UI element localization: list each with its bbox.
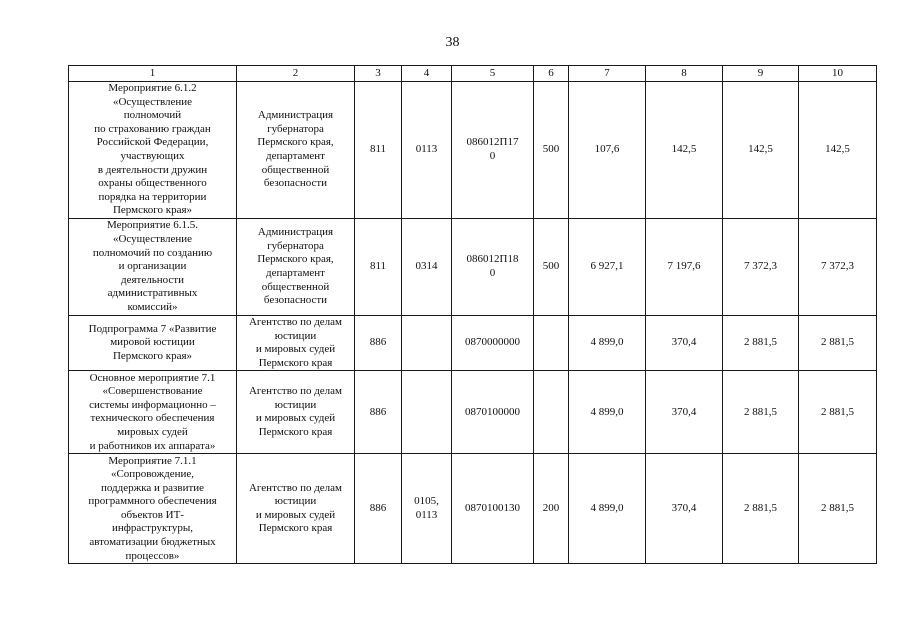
cell-line: автоматизации бюджетных xyxy=(89,536,216,549)
cell-line: «Сопровождение, xyxy=(110,468,195,481)
activity-name-cell xyxy=(69,219,237,316)
cell-line: 4 899,0 xyxy=(590,336,624,349)
amount-col7-cell xyxy=(569,82,646,219)
cell-line: Агентство по делам xyxy=(248,481,343,494)
cell-line: 0314 xyxy=(415,260,438,273)
target-article-cell xyxy=(452,82,534,219)
cell-line: Подпрограмма 7 «Развитие xyxy=(88,322,217,335)
cell-line: деятельности xyxy=(121,273,184,286)
cell-line: 370,4 xyxy=(671,336,697,349)
cell-line: Администрация xyxy=(257,109,334,122)
cell-line: 811 xyxy=(369,260,387,273)
expense-type-cell xyxy=(534,454,569,564)
cell-line: 142,5 xyxy=(671,143,697,156)
cell-line: 7 372,3 xyxy=(821,260,854,273)
expense-type-cell xyxy=(534,82,569,219)
expense-type-cell xyxy=(534,316,569,371)
cell-line: 370,4 xyxy=(671,405,697,418)
cell-line: Агентство по делам xyxy=(248,316,343,328)
target-article-cell xyxy=(452,454,534,564)
activity-name-cell xyxy=(69,454,237,564)
cell-line: 2 881,5 xyxy=(744,502,777,515)
cell-line: программного обеспечения xyxy=(88,495,217,508)
header-cell: 2 xyxy=(237,66,355,82)
cell-line: 500 xyxy=(542,143,560,156)
cell-line: юстиции xyxy=(274,329,317,342)
executor-cell xyxy=(237,82,355,219)
cell-line: Пермского края, xyxy=(257,136,334,149)
activity-name-cell xyxy=(69,316,237,371)
cell-line: департамент xyxy=(266,150,325,162)
header-cell: 3 xyxy=(355,66,402,82)
amount-col9-cell xyxy=(723,219,799,316)
cell-line: 500 xyxy=(542,260,560,273)
executor-cell xyxy=(237,219,355,316)
target-article-cell xyxy=(452,371,534,454)
cell-line: 4 899,0 xyxy=(590,502,624,515)
cell-line: 886 xyxy=(369,336,387,349)
cell-line: инфраструктуры, xyxy=(112,522,193,535)
cell-line: системы информационно – xyxy=(89,398,216,411)
cell-line: участвующих xyxy=(120,150,185,162)
amount-col10-cell xyxy=(799,82,877,219)
cell-line: 7 372,3 xyxy=(744,260,777,273)
amount-col9-cell xyxy=(723,371,799,454)
cell-line: поддержка и развитие xyxy=(100,481,205,494)
executor-cell xyxy=(237,316,355,371)
cell-line: 200 xyxy=(542,502,560,515)
cell-line: объектов ИТ- xyxy=(120,508,185,521)
cell-line: мировой юстиции xyxy=(110,336,195,349)
header-cell: 1 xyxy=(69,66,237,82)
cell-line: безопасности xyxy=(263,177,328,190)
cell-line: 0870000000 xyxy=(465,336,520,349)
amount-col10-cell xyxy=(799,371,877,454)
cell-line: Мероприятие 7.1.1 xyxy=(108,454,197,467)
cell-line: Мероприятие 6.1.2 xyxy=(108,82,197,95)
target-article-cell xyxy=(452,219,534,316)
amount-col8-cell xyxy=(646,454,723,564)
section-code-cell xyxy=(402,82,452,219)
table-row xyxy=(69,454,877,564)
cell-line: Мероприятие 6.1.5. xyxy=(107,219,198,232)
header-cell: 4 xyxy=(402,66,452,82)
cell-line: 2 881,5 xyxy=(821,502,854,515)
cell-line: губернатора xyxy=(267,122,324,135)
cell-line: в деятельности дружин xyxy=(97,163,208,176)
amount-col8-cell xyxy=(646,371,723,454)
cell-line: общественной xyxy=(261,163,330,176)
cell-line: 886 xyxy=(369,502,387,515)
cell-line: «Совершенствование xyxy=(102,385,203,398)
amount-col10-cell xyxy=(799,454,877,564)
cell-line: комиссий» xyxy=(127,300,178,313)
cell-line: юстиции xyxy=(274,495,317,508)
expense-type-cell xyxy=(534,219,569,316)
cell-line: 370,4 xyxy=(671,502,697,515)
amount-col7-cell xyxy=(569,454,646,564)
cell-line: 107,6 xyxy=(594,143,620,156)
cell-line: охраны общественного xyxy=(98,177,207,190)
page-number: 38 xyxy=(445,35,460,50)
header-cell: 8 xyxy=(646,66,723,82)
header-cell: 10 xyxy=(799,66,877,82)
cell-line: 0870100130 xyxy=(465,502,520,515)
cell-line: 086012П17 xyxy=(466,136,519,149)
cell-line: 0870100000 xyxy=(465,405,520,418)
cell-line: и мировых судей xyxy=(255,412,336,425)
amount-col8-cell xyxy=(646,316,723,371)
cell-line: департамент xyxy=(266,267,325,279)
header-cell: 6 xyxy=(534,66,569,82)
header-row xyxy=(69,66,877,82)
cell-line: полномочий xyxy=(123,109,182,122)
cell-line: 0113 xyxy=(415,143,438,156)
table-row xyxy=(69,82,877,219)
cell-line: мировых судей xyxy=(117,425,188,438)
amount-col8-cell xyxy=(646,219,723,316)
amount-col9-cell xyxy=(723,454,799,564)
section-code-cell xyxy=(402,371,452,454)
activity-name-cell xyxy=(69,82,237,219)
cell-line: 086012П18 xyxy=(466,253,519,266)
executor-cell xyxy=(237,454,355,564)
executor-cell xyxy=(237,371,355,454)
section-code-cell xyxy=(402,454,452,564)
cell-line: «Осуществление xyxy=(112,95,193,108)
cell-line: 142,5 xyxy=(825,143,850,156)
section-code-cell xyxy=(402,219,452,316)
cell-line: безопасности xyxy=(263,294,328,307)
amount-col8-cell xyxy=(646,82,723,219)
cell-line: Пермского края» xyxy=(112,204,193,217)
cell-line: Администрация xyxy=(257,226,334,239)
table-row xyxy=(69,219,877,316)
admin-code-cell xyxy=(355,82,402,219)
cell-line: 2 881,5 xyxy=(821,405,854,418)
cell-line: 4 899,0 xyxy=(590,405,624,418)
cell-line: 2 881,5 xyxy=(744,336,777,349)
cell-line: Основное мероприятие 7.1 xyxy=(89,371,216,384)
cell-line: 6 927,1 xyxy=(590,260,624,273)
header-cell: 5 xyxy=(452,66,534,82)
table-row xyxy=(69,371,877,454)
expense-type-cell xyxy=(534,371,569,454)
cell-line: 0113 xyxy=(415,508,438,521)
target-article-cell xyxy=(452,316,534,371)
amount-col7-cell xyxy=(569,219,646,316)
amount-col9-cell xyxy=(723,316,799,371)
cell-line: 0 xyxy=(489,150,496,162)
cell-line: 2 881,5 xyxy=(821,336,854,349)
cell-line: 811 xyxy=(369,143,387,156)
cell-line: губернатора xyxy=(267,239,324,252)
admin-code-cell xyxy=(355,454,402,564)
section-code-cell xyxy=(402,316,452,371)
cell-line: 0 xyxy=(489,267,496,279)
amount-col9-cell xyxy=(723,82,799,219)
cell-line: Российской Федерации, xyxy=(96,136,209,149)
cell-line: процессов» xyxy=(125,549,180,562)
cell-line: Пермского края xyxy=(258,356,333,369)
cell-line: Пермского края xyxy=(258,522,333,535)
admin-code-cell xyxy=(355,316,402,371)
activity-name-cell xyxy=(69,371,237,454)
cell-line: Пермского края, xyxy=(257,253,334,266)
amount-col7-cell xyxy=(569,316,646,371)
cell-line: порядка на территории xyxy=(98,190,207,203)
budget-table xyxy=(68,65,877,564)
cell-line: 0105, xyxy=(414,495,439,508)
amount-col10-cell xyxy=(799,219,877,316)
cell-line: и организации xyxy=(118,260,187,273)
cell-line: Пермского края xyxy=(258,425,333,438)
cell-line: 142,5 xyxy=(748,143,773,156)
cell-line: и мировых судей xyxy=(255,508,336,521)
cell-line: 886 xyxy=(369,405,387,418)
admin-code-cell xyxy=(355,219,402,316)
cell-line: и мировых судей xyxy=(255,343,336,356)
amount-col7-cell xyxy=(569,371,646,454)
header-cell: 9 xyxy=(723,66,799,82)
cell-line: Агентство по делам xyxy=(248,385,343,398)
cell-line: полномочий по созданию xyxy=(92,246,213,259)
cell-line: «Осуществление xyxy=(112,233,193,246)
cell-line: технического обеспечения xyxy=(90,412,215,425)
header-cell: 7 xyxy=(569,66,646,82)
cell-line: общественной xyxy=(261,280,330,293)
cell-line: и работников их аппарата» xyxy=(89,439,216,452)
cell-line: юстиции xyxy=(274,398,317,411)
cell-line: 7 197,6 xyxy=(667,260,701,273)
cell-line: 2 881,5 xyxy=(744,405,777,418)
cell-line: административных xyxy=(107,287,198,300)
table-row xyxy=(69,316,877,371)
admin-code-cell xyxy=(355,371,402,454)
amount-col10-cell xyxy=(799,316,877,371)
cell-line: Пермского края» xyxy=(112,349,193,362)
cell-line: по страхованию граждан xyxy=(94,122,211,135)
